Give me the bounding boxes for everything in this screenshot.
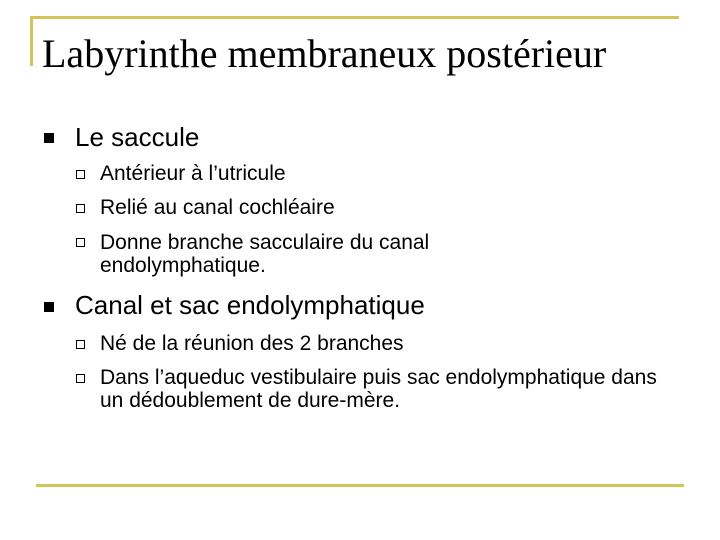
bullet-square-icon: [44, 133, 54, 143]
sub-bullet-text: Dans l’aqueduc vestibulaire puis sac endolymphatique dans un dédoublement de dure-mère.: [100, 366, 657, 412]
sub-bullet-text: Relié au canal cochléaire: [100, 196, 335, 219]
frame-left-line: [30, 16, 33, 66]
bullet-text: Le saccule: [75, 122, 200, 152]
sub-bullet-text: Né de la réunion des 2 branches: [100, 332, 404, 355]
sub-bullet-text: Donne branche sacculaire du canal endolymphatique.: [100, 231, 430, 277]
hollow-square-bullet-icon: [76, 340, 85, 349]
hollow-square-bullet-icon: [76, 170, 85, 179]
bullet-square-icon: [44, 302, 54, 312]
hollow-square-bullet-icon: [76, 238, 85, 247]
frame-top-line: [30, 16, 679, 19]
frame-bottom-line: [36, 484, 684, 487]
slide-title: Labyrinthe membraneux postérieur: [42, 31, 607, 76]
hollow-square-bullet-icon: [76, 374, 85, 383]
bullet-text: Canal et sac endolymphatique: [75, 290, 425, 320]
sub-bullet-text: Antérieur à l’utricule: [100, 162, 286, 185]
hollow-square-bullet-icon: [76, 204, 85, 213]
